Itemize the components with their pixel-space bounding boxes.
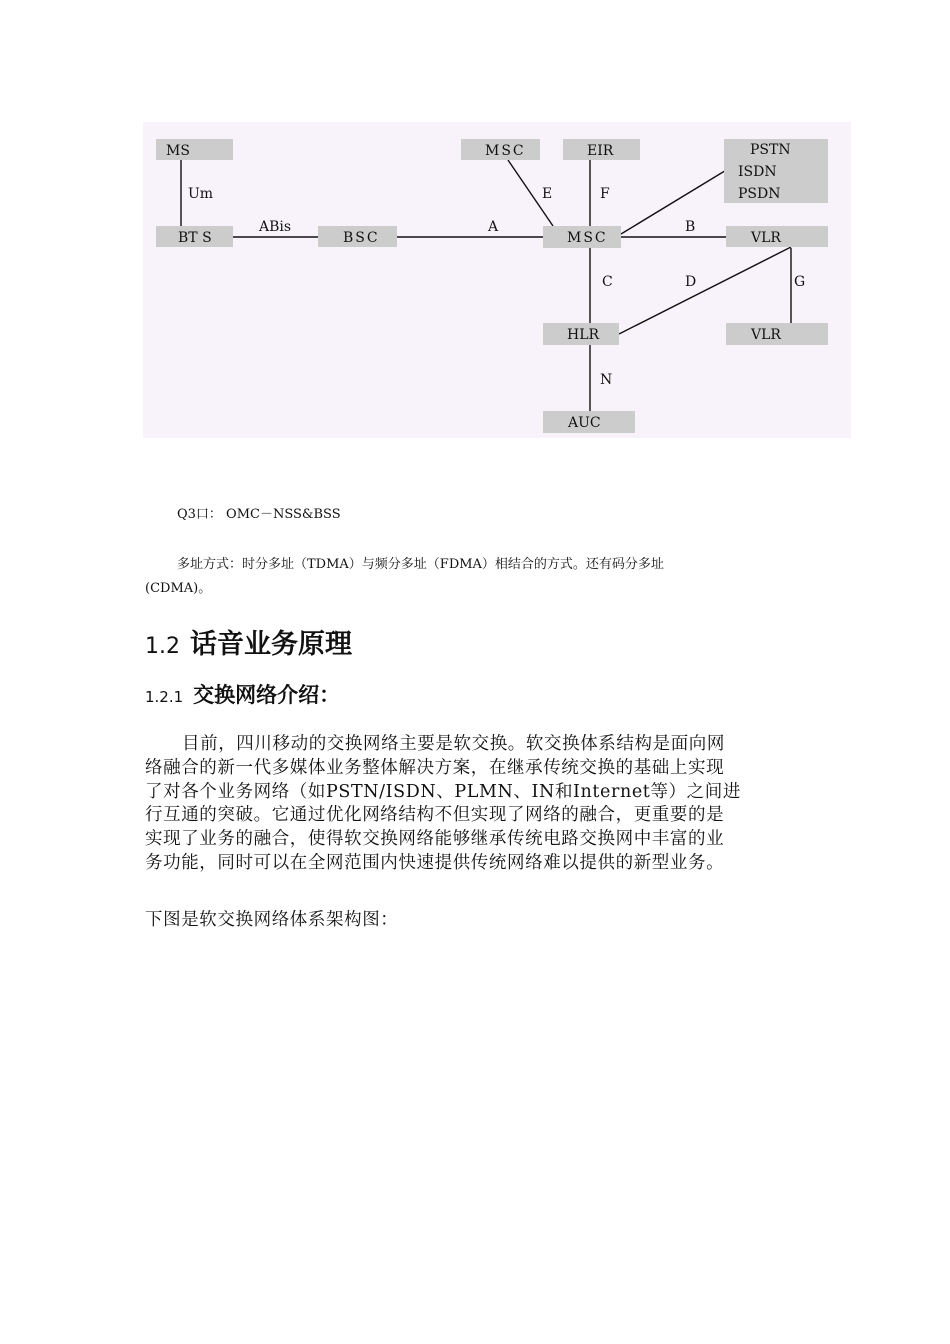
node-bts-label: BT S	[178, 230, 212, 246]
paragraph-line: 实现了业务的融合，使得软交换网络能够继承传统电路交换网中丰富的业	[145, 829, 725, 850]
node-pstn-label-1: PSTN	[750, 142, 791, 158]
link-label-c: C	[602, 274, 613, 290]
node-ms-label: MS	[166, 143, 190, 159]
section-number: 1.2	[145, 634, 180, 659]
node-bsc-label: BSC	[343, 230, 380, 246]
closing-line: 下图是软交换网络体系架构图：	[145, 910, 399, 930]
gsm-network-diagram	[143, 122, 851, 438]
node-vlr2-label: VLR	[751, 327, 781, 343]
multiple-access-line-2: (CDMA)。	[145, 581, 212, 596]
section-heading	[145, 622, 352, 661]
diagram-canvas	[143, 122, 851, 438]
link-label-um: Um	[188, 186, 214, 202]
paragraph-line: 务功能，同时可以在全网范围内快速提供传统网络难以提供的新型业务。	[145, 852, 725, 873]
node-eir-label: EIR	[587, 143, 614, 159]
node-msc-top-label: MSC	[485, 143, 526, 159]
section-title: 话音业务原理	[190, 629, 352, 660]
link-label-abis: ABis	[259, 219, 292, 235]
node-hlr-label: HLR	[567, 327, 600, 343]
paragraph-line: 目前，四川移动的交换网络主要是软交换。软交换体系结构是面向网	[182, 734, 725, 754]
link-label-e: E	[542, 186, 553, 202]
body-paragraph	[145, 733, 810, 876]
subsection-title: 交换网络介绍：	[193, 683, 341, 707]
link-label-g: G	[794, 274, 806, 290]
node-msc-label: MSC	[567, 230, 608, 246]
paragraph-line: 行互通的突破。它通过优化网络结构不但实现了网络的融合，更重要的是	[145, 805, 725, 826]
paragraph-line: 络融合的新一代多媒体业务整体解决方案，在继承传统交换的基础上实现	[145, 757, 725, 778]
q3-interface-line: Q3口： OMC－NSS&BSS	[177, 507, 341, 522]
link-label-f: F	[600, 186, 610, 202]
paragraph-line: 了对各个业务网络（如PSTN/ISDN、PLMN、IN和Internet等）之间进	[145, 781, 741, 802]
link-label-d: D	[685, 274, 697, 290]
link-label-a: A	[488, 219, 499, 235]
subsection-heading	[145, 679, 340, 709]
link-label-b: B	[685, 219, 696, 235]
multiple-access-line-1: 多址方式：时分多址（TDMA）与频分多址（FDMA）相结合的方式。还有码分多址	[177, 557, 664, 572]
node-pstn-label-2: ISDN	[738, 164, 777, 180]
subsection-number: 1.2.1	[145, 688, 184, 706]
link-label-n: N	[600, 372, 613, 388]
node-auc-label: AUC	[568, 415, 601, 431]
node-pstn-label-3: PSDN	[738, 186, 781, 202]
node-vlr1-label: VLR	[751, 230, 781, 246]
